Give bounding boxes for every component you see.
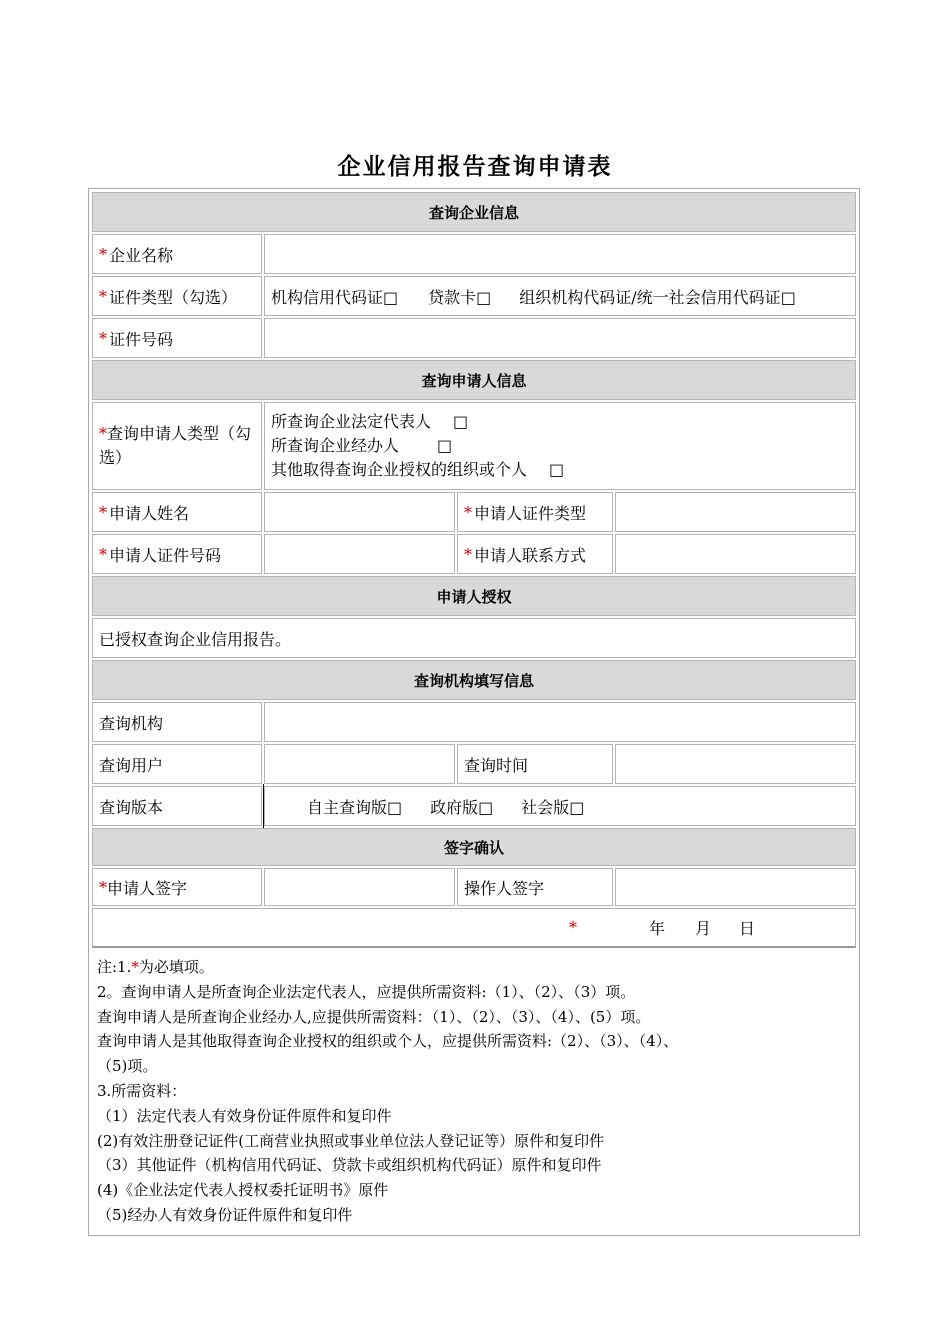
divider (263, 784, 264, 828)
applicant-contact-label: * 申请人联系方式 (457, 534, 613, 574)
applicant-type-legal-rep: 所查询企业法定代表人 □ (271, 410, 468, 434)
note-line: （1）法定代表人有效身份证件原件和复印件 (97, 1106, 392, 1125)
applicant-name-label: * 申请人姓名 (92, 492, 262, 532)
institution-version-options (264, 786, 856, 826)
checkbox[interactable]: □ (780, 287, 796, 307)
signature-date-row (92, 908, 856, 948)
version-option-social: 社会版□ (521, 797, 585, 817)
checkbox[interactable]: □ (549, 460, 565, 479)
enterprise-cert-no-label: * 证件号码 (92, 318, 262, 358)
required-mark: * (99, 544, 107, 564)
institution-user-field[interactable] (264, 744, 455, 784)
note-line: 查询申请人是其他取得查询企业授权的组织或个人，应提供所需资料:（2）、（3）、（4）、 (97, 1032, 679, 1051)
checkbox[interactable]: □ (476, 287, 492, 307)
version-option-self: 自主查询版□ (307, 797, 403, 817)
applicant-cert-no-field[interactable] (264, 534, 455, 574)
checkbox[interactable]: □ (437, 436, 453, 455)
institution-time-label: 查询时间 (457, 744, 613, 784)
checkbox[interactable]: □ (478, 797, 494, 817)
note-line: （5)经办人有效身份证件原件和复印件 (97, 1205, 353, 1224)
institution-time-field[interactable] (615, 744, 856, 784)
enterprise-cert-type-label: * 证件类型（勾选） (92, 276, 262, 316)
operator-signature-label: 操作人签字 (457, 868, 613, 906)
section-enterprise-header: 查询企业信息 (92, 192, 856, 232)
section-signature-header: 签字确认 (92, 828, 856, 866)
required-mark: * (131, 958, 139, 976)
required-mark: * (99, 502, 107, 522)
notes-block (93, 955, 857, 1228)
applicant-signature-field[interactable] (264, 868, 455, 906)
required-mark: * (99, 877, 107, 897)
required-mark: * (99, 328, 107, 348)
institution-version-label: 查询版本 (92, 786, 262, 826)
required-mark: * (464, 544, 472, 564)
date-year-label: 年 (649, 919, 666, 938)
note-line: （5)项。 (97, 1057, 158, 1076)
note-line: 查询申请人是所查询企业经办人,应提供所需资料：（1）、（2）、（3）、（4）、(5）项。 (97, 1007, 651, 1026)
required-mark: * (99, 244, 107, 264)
operator-signature-field[interactable] (615, 868, 856, 906)
checkbox[interactable]: □ (453, 412, 469, 431)
section-institution-header: 查询机构填写信息 (92, 660, 856, 700)
required-mark: * (99, 424, 107, 443)
authorization-text: 已授权查询企业信用报告。 (92, 618, 856, 658)
applicant-type-other: 其他取得查询企业授权的组织或个人 □ (271, 458, 564, 482)
applicant-cert-type-field[interactable] (615, 492, 856, 532)
applicant-cert-type-label: * 申请人证件类型 (457, 492, 613, 532)
note-line: （3）其他证件（机构信用代码证、贷款卡或组织机构代码证）原件和复印件 (97, 1156, 602, 1175)
cert-option-loan-card: 贷款卡□ (428, 287, 492, 307)
checkbox[interactable]: □ (387, 797, 403, 817)
enterprise-name-label: * 企业名称 (92, 234, 262, 274)
note-line: 2。查询申请人是所查询企业法定代表人，应提供所需资料:（1）、（2）、（3）项。 (97, 982, 636, 1001)
required-mark: * (99, 286, 107, 306)
required-mark: * (464, 502, 472, 522)
version-option-government: 政府版□ (430, 797, 494, 817)
enterprise-cert-type-options (264, 276, 856, 316)
applicant-contact-field[interactable] (615, 534, 856, 574)
note-line: (4)《企业法定代表人授权委托证明书》原件 (97, 1181, 389, 1200)
note-line: 注:1.*为必填项。 (97, 958, 214, 976)
date-month-label: 月 (695, 919, 712, 938)
page-title: 企业信用报告查询申请表 (337, 154, 613, 180)
applicant-signature-label: * 申请人签字 (92, 868, 262, 906)
applicant-cert-no-label: * 申请人证件号码 (92, 534, 262, 574)
note-line: (2)有效注册登记证件(工商营业执照或事业单位法人登记证等）原件和复印件 (97, 1131, 605, 1150)
institution-org-label: 查询机构 (92, 702, 262, 742)
enterprise-cert-no-field[interactable] (264, 318, 856, 358)
applicant-type-options (264, 402, 856, 490)
applicant-type-label: *查询申请人类型（勾选） (92, 402, 262, 490)
section-authorization-header: 申请人授权 (92, 576, 856, 616)
cert-option-org-code: 组织机构代码证/统一社会信用代码证□ (519, 287, 796, 307)
note-line: 3.所需资料： (97, 1081, 187, 1100)
applicant-type-agent: 所查询企业经办人 □ (271, 434, 452, 458)
section-applicant-header: 查询申请人信息 (92, 360, 856, 400)
cert-option-credit-code: 机构信用代码证□ (271, 287, 399, 307)
checkbox[interactable]: □ (569, 797, 585, 817)
institution-user-label: 查询用户 (92, 744, 262, 784)
required-mark: * (569, 918, 577, 937)
enterprise-name-field[interactable] (264, 234, 856, 274)
checkbox[interactable]: □ (383, 287, 399, 307)
applicant-name-field[interactable] (264, 492, 455, 532)
date-day-label: 日 (739, 919, 756, 938)
institution-org-field[interactable] (264, 702, 856, 742)
